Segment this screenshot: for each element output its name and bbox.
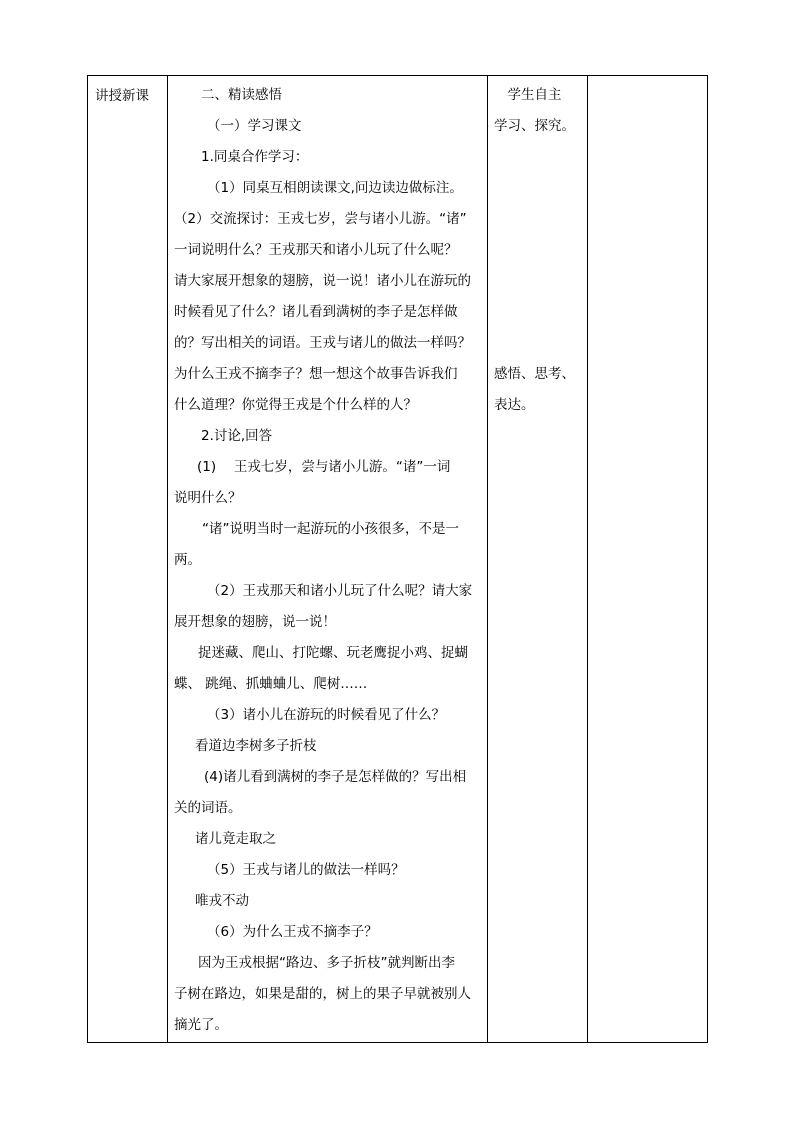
content-line: （1）同桌互相朗读课文,问边读边做标注。	[207, 180, 463, 196]
content-line: 一词说明什么？王戎那天和诸小儿玩了什么呢？	[174, 242, 458, 258]
notes-cell	[588, 76, 708, 1043]
lesson-plan-table	[87, 75, 708, 1043]
content-line: 蝶、 跳绳、抓蛐蛐儿、爬树……	[174, 676, 368, 692]
content-line: 子树在路边，如果是甜的，树上的果子早就被别人	[174, 986, 471, 1002]
content-line: 说明什么？	[174, 490, 242, 506]
activity-line: 感悟、思考、	[494, 366, 575, 382]
content-line: (4)诸儿看到满树的李子是怎样做的？写出相	[204, 769, 467, 785]
content-line: “诸”说明当时一起游玩的小孩很多，不是一	[202, 521, 459, 537]
content-line: （5）王戎与诸儿的做法一样吗？	[207, 862, 405, 878]
content-line: 的？写出相关的词语。王戎与诸儿的做法一样吗？	[174, 335, 471, 351]
content-line: 两。	[174, 552, 201, 568]
content-line: 展开想象的翅膀，说一说！	[174, 614, 336, 630]
table-row	[88, 76, 708, 1043]
content-line: 摘光了。	[174, 1017, 228, 1033]
stage-label: 讲授新课	[95, 88, 149, 104]
content-line: 什么道理？你觉得王戎是个什么样的人？	[174, 397, 417, 413]
content-line: （2）王戎那天和诸小儿玩了什么呢？请大家	[207, 583, 473, 599]
activity-line: 表达。	[494, 397, 535, 413]
content-line: （6）为什么王戎不摘李子？	[207, 924, 378, 940]
content-line: 时候看见了什么？诸儿看到满树的李子是怎样做	[174, 304, 458, 320]
content-line: 因为王戎根据“路边、多子折枝”就判断出李	[198, 955, 455, 971]
activity-line: 学生自主	[494, 87, 562, 103]
content-line: 捉迷藏、爬山、打陀螺、玩老鹰捉小鸡、捉蝴	[198, 645, 468, 661]
stage-cell	[88, 76, 168, 1043]
content-lines	[174, 80, 481, 1041]
content-line: 2.讨论,回答	[201, 428, 273, 444]
content-line: （2）交流探讨：王戎七岁，尝与诸小儿游。“诸”	[174, 211, 467, 227]
content-line: 1.同桌合作学习：	[201, 149, 309, 165]
spacer	[494, 142, 587, 359]
content-line: 为什么王戎不摘李子？想一想这个故事告诉我们	[174, 366, 458, 382]
content-line: 诸儿竟走取之	[195, 831, 276, 847]
content-line: 关的词语。	[174, 800, 242, 816]
content-line: 请大家展开想象的翅膀，说一说！诸小儿在游玩的	[174, 273, 471, 289]
content-line: 二、精读感悟	[201, 87, 282, 103]
content-line: (1) 王戎七岁，尝与诸小儿游。“诸”一词	[197, 459, 451, 475]
content-line: （3）诸小儿在游玩的时候看见了什么？	[207, 707, 446, 723]
teaching-content-cell	[168, 76, 488, 1043]
activity-line: 学习、探究。	[494, 118, 575, 134]
student-activity-cell	[488, 76, 588, 1043]
content-line: 唯戎不动	[195, 893, 249, 909]
content-line: 看道边李树多子折枝	[195, 738, 317, 754]
content-line: （一）学习课文	[207, 118, 302, 134]
